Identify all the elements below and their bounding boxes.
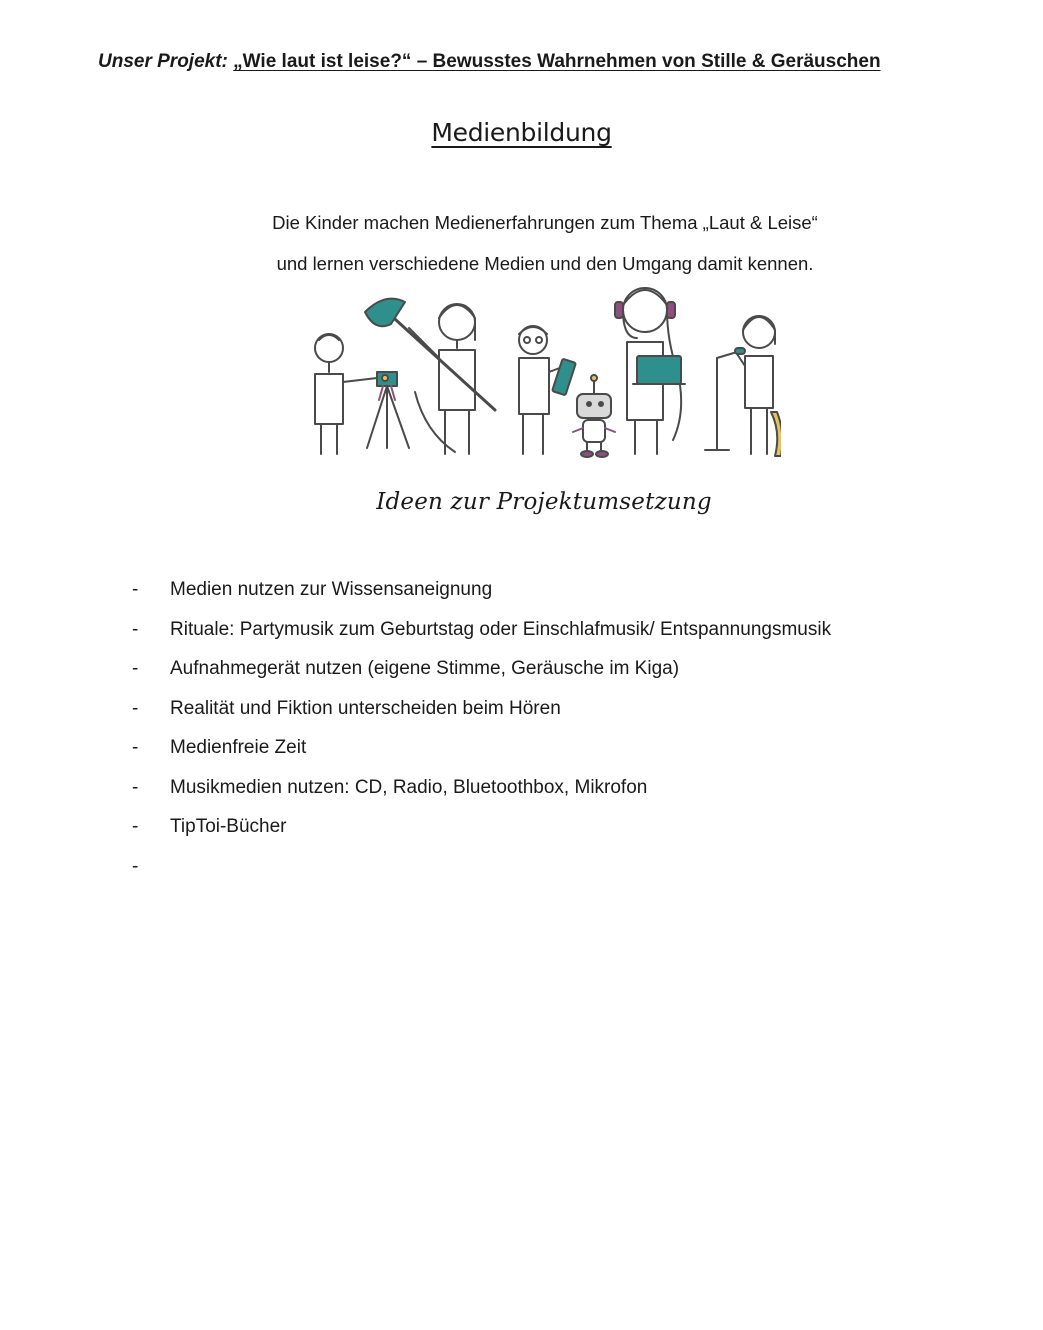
bullet-dash: - [132,579,139,600]
camera-tripod-icon [367,372,409,448]
guitar-icon [771,412,781,456]
laptop-icon [633,356,685,384]
bullet-dash: - [132,697,139,719]
tablet-icon [552,359,576,396]
bullet-dash: - [132,776,139,798]
list-item-text: Musikmedien nutzen: CD, Radio, Bluetoothbox, Mikrofon [170,776,648,798]
ideas-heading: Ideen zur Projektumsetzung [376,489,712,515]
robot-icon [573,375,615,457]
intro-line-2: und lernen verschiedene Medien und den Umgang damit kennen. [276,253,814,274]
mic-stand-icon [705,348,745,450]
child-figure [409,304,475,454]
bullet-dash: - [132,737,139,758]
list-item [132,777,831,817]
list-item [132,737,831,777]
section-title: Medienbildung [431,118,612,147]
list-item-text: Rituale: Partymusik zum Geburtstag oder Einschlafmusik/ Entspannungsmusik [170,618,832,640]
ideas-list [132,579,831,895]
list-item [132,856,831,896]
list-item [132,619,831,659]
list-item [132,816,831,856]
list-item [132,658,831,698]
bullet-dash: - [132,816,139,837]
header-lead: Unser Projekt: [98,51,228,72]
bullet-dash: - [132,855,139,877]
child-figure [315,334,377,454]
list-item [132,698,831,738]
bullet-dash: - [132,618,139,640]
list-item-text: Medien nutzen zur Wissensaneignung [170,579,493,600]
list-item-text: Medienfreie Zeit [170,737,307,758]
page-header [98,51,881,73]
child-figure [737,316,775,454]
list-item-text: Aufnahmegerät nutzen (eigene Stimme, Geräusche im Kiga) [170,658,680,679]
intro-line-1: Die Kinder machen Medienerfahrungen zum Thema „Laut & Leise“ [272,212,818,233]
list-item-text: TipToi-Bücher [170,816,287,837]
bullet-dash: - [132,658,139,679]
project-title: „Wie laut ist leise?“ – Bewusstes Wahrnehmen von Stille & Geräuschen [233,51,881,72]
list-item-text: Realität und Fiktion unterscheiden beim Hören [170,697,561,719]
kids-media-illustration [305,282,781,466]
list-item [132,579,831,619]
